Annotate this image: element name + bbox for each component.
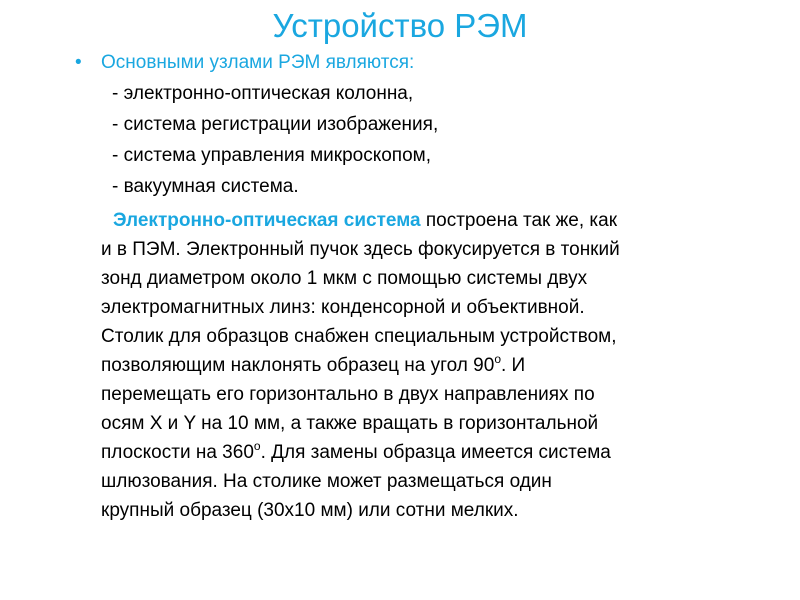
paragraph-line: электромагнитных линз: конденсорной и объективной. (101, 297, 585, 318)
paragraph-text: позволяющим наклонять образец на угол 90 (101, 355, 495, 376)
paragraph-line: крупный образец (30х10 мм) или сотни мелких. (101, 500, 519, 521)
paragraph-line: перемещать его горизонтально в двух направлениях по (101, 384, 595, 405)
degree-mark: о (494, 351, 501, 366)
highlighted-term: Электронно-оптическая система (113, 210, 421, 231)
degree-mark: о (253, 438, 261, 453)
slide-title: Устройство РЭМ (272, 7, 528, 44)
paragraph-line (101, 438, 781, 467)
component-item: - система управления микроскопом, (112, 145, 432, 166)
bullet-marker: • (75, 52, 82, 73)
paragraph-text: построена так же, как (420, 210, 618, 231)
paragraph-text: . Для замены образца имеется система (260, 442, 611, 463)
paragraph-line: зонд диаметром около 1 мкм с помощью системы двух (101, 268, 588, 289)
paragraph-line: осям X и Y на 10 мм, а также вращать в горизонтальной (101, 413, 599, 434)
component-item: - система регистрации изображения, (112, 114, 439, 135)
paragraph-line: и в ПЭМ. Электронный пучок здесь фокусируется в тонкий (101, 239, 620, 260)
paragraph-line: Столик для образцов снабжен специальным устройством, (101, 326, 617, 347)
paragraph-line (101, 351, 781, 380)
component-item: - электронно-оптическая колонна, (112, 83, 414, 104)
paragraph-line (101, 206, 781, 235)
paragraph-line: шлюзования. На столике может размещаться один (101, 471, 552, 492)
bullet-row (0, 48, 800, 78)
paragraph-text: плоскости на 360 (101, 442, 254, 463)
paragraph-text: . И (501, 355, 526, 376)
description-paragraph (101, 206, 781, 525)
slide-content (0, 48, 800, 525)
bullet-heading: Основными узлами РЭМ являются: (101, 52, 415, 73)
component-item: - вакуумная система. (112, 176, 299, 197)
